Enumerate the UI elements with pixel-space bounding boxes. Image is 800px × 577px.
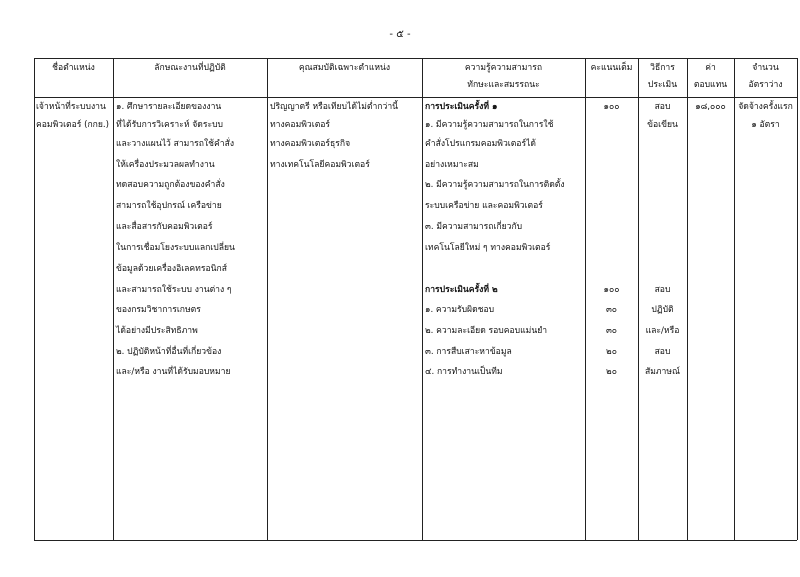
round1-method-line: ข้อเขียน [647,120,678,130]
count-line: จัดจ้างครั้งแรก [738,102,793,112]
round2-title: การประเมินครั้งที่ ๒ [425,285,498,295]
pay-value: ๑๘,๐๐๐ [695,102,726,112]
position-line: คอมพิวเตอร์ (กกย.) [36,120,109,130]
header-count-line2: อัตราว่าง [748,80,783,90]
col-border-6 [687,58,688,540]
round2-item: ๒. ความละเอียด รอบคอบแม่นยำ [425,326,548,336]
round2-item-score: ๓๐ [605,305,618,315]
round2-item-score: ๓๐ [605,326,618,336]
round1-line: ระบบเครือข่าย และคอมพิวเตอร์ [425,201,543,211]
page-number: - ๕ - [389,29,411,40]
header-method-line1: วิธีการ [650,63,675,73]
qualification-line: ทางเทคโนโลยีคอมพิวเตอร์ [270,160,370,170]
duty-line: ทดสอบความถูกต้องของคำสั่ง [116,180,225,190]
round1-title: การประเมินครั้งที่ ๑ [425,102,498,112]
table-bottom-border [34,540,797,541]
header-full-score: คะแนนเต็ม [590,63,633,73]
header-pay-line2: ตอบแทน [693,80,728,90]
header-bottom-border [34,97,797,98]
round2-method-line: สัมภาษณ์ [644,367,681,377]
qualification-line: ทางคอมพิวเตอร์ธุรกิจ [270,139,351,149]
round2-item: ๑. ความรับผิดชอบ [425,305,495,315]
duty-line: และสื่อสารกับคอมพิวเตอร์ [116,222,213,232]
round1-line: อย่างเหมาะสม [425,160,479,170]
qualification-line: ปริญญาตรี หรือเทียบได้ไม่ต่ำกว่านี้ [270,102,399,112]
header-duties: ลักษณะงานที่ปฏิบัติ [154,63,226,73]
duty-line: ได้อย่างมีประสิทธิภาพ [116,326,198,336]
table-top-border [34,58,797,59]
round2-item: ๔. การทำงานเป็นทีม [425,367,503,377]
duty-line: ในการเชื่อมโยงระบบแลกเปลี่ยน [116,243,235,253]
round1-line: ๓. มีความสามารถเกี่ยวกับ [425,222,523,232]
duty-line: และวางแผนไว้ สามารถใช้คำสั่ง [116,139,235,149]
round2-method-line: และ/หรือ [645,326,680,336]
col-border-3 [422,58,423,540]
duty-line: ที่ได้รับการวิเคราะห์ จัดระบบ [116,120,224,130]
header-qualifications: คุณสมบัติเฉพาะตำแหน่ง [298,63,391,73]
duty-line: ๒. ปฏิบัติหน้าที่อื่นที่เกี่ยวข้อง [116,347,222,357]
round2-total-score: ๑๐๐ [603,285,620,295]
round2-method-line: ปฏิบัติ [651,305,674,315]
round1-line: เทคโนโลยีใหม่ ๆ ทางคอมพิวเตอร์ [425,243,551,253]
col-border-2 [267,58,268,540]
round2-method-line: สอบ [654,285,671,295]
header-method-line2: ประเมิน [647,80,678,90]
col-border-0 [34,58,35,540]
round2-item-score: ๒๐ [606,367,617,377]
round1-score: ๑๐๐ [603,102,620,112]
round1-line: คำสั่งโปรแกรมคอมพิวเตอร์ได้ [425,139,536,149]
round1-line: ๑. มีความรู้ความสามารถในการใช้ [425,120,554,130]
duty-line: ข้อมูลด้วยเครื่องอิเลคทรอนิกส์ [116,264,227,274]
col-border-1 [113,58,114,540]
header-knowledge-line2: ทักษะและสมรรถนะ [467,80,540,90]
count-line: ๑ อัตรา [751,120,780,130]
header-knowledge-line1: ความรู้ความสามารถ [464,63,543,73]
qualification-line: ทางคอมพิวเตอร์ [270,120,331,130]
duty-line: และ/หรือ งานที่ได้รับมอบหมาย [116,367,231,377]
col-border-8 [797,58,798,540]
header-position: ชื่อตำแหน่ง [52,63,95,73]
position-line: เจ้าหน้าที่ระบบงาน [36,102,106,112]
duty-line: และสามารถใช้ระบบ งานต่าง ๆ [116,285,232,295]
round1-method-line: สอบ [654,102,671,112]
header-count-line1: จำนวน [752,63,779,73]
duty-line: สามารถใช้อุปกรณ์ เครือข่าย [116,201,222,211]
round2-item: ๓. การสืบเสาะหาข้อมูล [425,347,512,357]
round2-item-score: ๒๐ [606,347,617,357]
header-pay-line1: ค่า [705,63,716,73]
round1-line: ๒. มีความรู้ความสามารถในการติดตั้ง [425,180,565,190]
duty-line: ของกรมวิชาการเกษตร [116,305,201,315]
round2-method-line: สอบ [654,347,671,357]
duty-line: ๑. ศึกษารายละเอียดของงาน [116,102,222,112]
duty-line: ให้เครื่องประมวลผลทำงาน [116,160,215,170]
